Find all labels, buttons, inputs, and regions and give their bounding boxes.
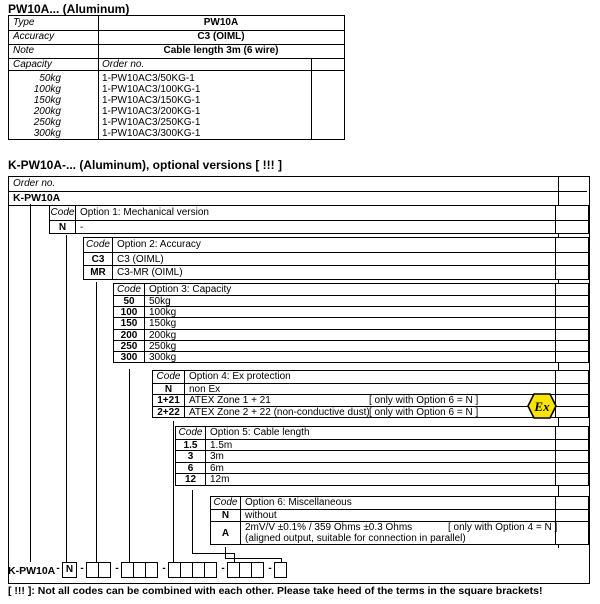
row-line [9,70,344,71]
desc-text-line2: (aligned output, suitable for connection in parallel) [245,533,466,545]
note-label: Note [13,45,35,56]
code-header-cell: Code [176,427,206,439]
connector-option5-elbow [192,553,235,554]
empty-cell [556,296,588,306]
code-cell: 3 [176,451,206,462]
desc-cell [185,407,556,418]
code-header-cell: Code [153,371,185,383]
atex-ex-icon [527,393,557,424]
assembly-separator: - [221,563,225,574]
table-row [153,383,588,395]
code-cell: N [211,510,241,521]
section2-title: K-PW10A-... (Aluminum), optional versions [ !!! ] [8,158,282,172]
desc-cell: C3 (OIML) [113,253,556,266]
note-value: Cable length 3m (6 wire) [163,45,279,56]
option-header-cell: Option 5: Cable length [206,427,556,439]
code-cell: A [211,522,241,545]
empty-cell [556,352,588,362]
option1-table [49,205,589,234]
desc-cell: 1.5m [206,440,556,451]
code-header-cell: Code [211,497,241,509]
code-cell: 300 [114,352,145,362]
table-row [176,439,588,451]
empty-cell [556,463,588,474]
desc-cell: 250kg [145,341,556,351]
empty-cell [556,371,588,383]
code-cell: 2+22 [153,407,185,418]
capacity-cell: 200kg [33,106,61,117]
table-row [211,509,588,521]
option-header-cell: Option 2: Accuracy [113,238,556,252]
assembly-separator: - [115,563,119,574]
desc-text: 2mV/V ±0.1% / 359 Ohms ±0.3 Ohms [245,521,413,533]
capacity-cell: 250kg [33,117,61,128]
table-row [176,450,588,462]
assembly-separator: - [80,563,84,574]
capacity-cell: 100kg [33,84,61,95]
fixed-order-table [8,15,345,140]
table-row [176,427,588,439]
code-cell: 50 [114,296,145,306]
desc-cell: 50kg [145,296,556,306]
empty-cell [556,497,588,509]
table-row [114,306,588,317]
desc-cell: 12m [206,474,556,485]
connector-option6-elbow [225,558,282,559]
empty-cell [556,395,588,406]
empty-cell [556,407,588,418]
desc-cell: 6m [206,463,556,474]
desc-cell: C3-MR (OIML) [113,266,556,279]
empty-cell [556,522,588,545]
desc-text: ATEX Zone 1 + 21 [189,395,271,406]
base-code-row: K-PW10A [13,192,61,204]
table-row [84,252,588,266]
empty-cell [556,330,588,340]
desc-cell [241,522,556,545]
code-cell: MR [84,266,113,279]
capacity-cell: 150kg [33,95,61,106]
code-cell: 100 [114,307,145,317]
empty-cell [556,253,588,266]
desc-cell: without [241,510,556,521]
table-row [84,265,588,279]
accuracy-label: Accuracy [13,31,55,42]
connector-option6 [225,547,226,558]
desc-cell: 150kg [145,318,556,328]
desc-cell: 100kg [145,307,556,317]
condition-note: [ only with Option 4 = N ] [448,521,558,533]
connector-option1 [66,235,67,562]
empty-cell [556,307,588,317]
column-line [311,58,312,139]
empty-cell [556,318,588,328]
connector-option5 [192,490,193,553]
desc-cell: - [76,221,556,234]
empty-cell [556,341,588,351]
assembly-base-code: K-PW10A [8,565,56,577]
table-row [50,220,588,234]
table-row [84,238,588,252]
code-header-cell: Code [84,238,113,252]
assembly-group-option3 [121,562,158,578]
order-no-cell: 1-PW10AC3/300KG-1 [102,128,201,139]
condition-note: [ only with Option 6 = N ] [369,395,479,406]
option3-table [113,283,589,363]
table-row [114,329,588,340]
code-cell: N [153,384,185,395]
code-char-box [98,562,111,578]
empty-cell [556,474,588,485]
code-cell: 1.5 [176,440,206,451]
code-char-box [204,562,217,578]
assembly-separator: - [56,563,60,574]
assembly-separator: - [162,563,166,574]
option2-table [83,237,589,280]
table-row [50,206,588,220]
desc-cell: non Ex [185,384,556,395]
empty-cell [556,451,588,462]
table-row [114,317,588,328]
empty-cell [556,427,588,439]
section1-title: PW10A... (Aluminum) [8,2,130,16]
table-row [211,521,588,545]
code-header-cell: Code [50,207,75,218]
assembly-group-option5 [227,562,264,578]
order-no-cell: 1-PW10AC3/100KG-1 [102,84,201,95]
code-cell: 150 [114,318,145,328]
order-no-cell: 1-PW10AC3/200KG-1 [102,106,201,117]
connector-option2 [96,282,97,562]
table-row [114,351,588,362]
connector-base [30,204,31,562]
option5-table [175,426,589,486]
code-header-cell: Code [114,284,145,295]
empty-cell [556,206,588,220]
svg-text:Ex: Ex [534,399,550,414]
type-label: Type [13,17,35,28]
empty-cell [556,284,588,295]
assembly-group-option2 [86,562,111,578]
type-value: PW10A [203,17,239,28]
assembly-group-option6 [274,562,287,578]
desc-cell: 200kg [145,330,556,340]
option-header-cell: Option 4: Ex protection [185,371,556,383]
footnote: [ !!! ]: Not all codes can be combined with each other. Please take heed of the terms in the square brackets! [8,585,543,597]
capacity-cell: 50kg [39,73,61,84]
assembly-fixed-code-box: N [62,562,77,578]
capacity-cell: 300kg [33,128,61,139]
option4-table [152,370,589,418]
desc-cell: 300kg [145,352,556,362]
order-no-row: Order no. [13,178,56,189]
code-cell: 200 [114,330,145,340]
table-row [153,371,588,383]
condition-note: [ only with Option 6 = N ] [369,406,479,418]
desc-cell [185,395,556,406]
order-no-cell: 1-PW10AC3/250KG-1 [102,117,201,128]
assembly-group-option4 [168,562,217,578]
capacity-header-label: Capacity [13,59,52,70]
assembly-separator: - [268,563,272,574]
code-cell: 12 [176,474,206,485]
code-cell: 6 [176,463,206,474]
desc-text: ATEX Zone 2 + 22 (non-conductive dust) [189,406,370,418]
desc-cell: 3m [206,451,556,462]
code-char-box [145,562,158,578]
order-no-cell: 1-PW10AC3/50KG-1 [102,73,195,84]
table-row [153,394,588,406]
empty-cell [556,384,588,395]
option6-table [210,496,589,545]
empty-cell [556,238,588,252]
option-header-cell: Option 1: Mechanical version [76,206,556,220]
table-row [176,473,588,485]
code-cell: 1+21 [153,395,185,406]
table-row [211,497,588,509]
table-row [114,295,588,306]
code-cell: N [50,221,76,234]
table-row [114,284,588,295]
connector-option4 [173,421,174,562]
option-header-cell: Option 3: Capacity [145,284,556,295]
table-row [114,340,588,351]
table-row [153,406,588,418]
empty-cell [556,266,588,279]
table-row [176,462,588,474]
code-cell: 250 [114,341,145,351]
connector-option3 [129,369,130,562]
empty-cell [556,440,588,451]
row-line [9,191,587,192]
empty-cell [556,510,588,521]
code-char-box [274,562,287,578]
code-cell: C3 [84,253,113,266]
option-header-cell: Option 6: Miscellaneous [241,497,556,509]
row-line [9,58,344,59]
code-char-box [251,562,264,578]
accuracy-value: C3 (OIML) [197,31,245,42]
order-no-cell: 1-PW10AC3/150KG-1 [102,95,201,106]
empty-cell [556,221,588,234]
order-no-header: Order no. [102,59,145,70]
